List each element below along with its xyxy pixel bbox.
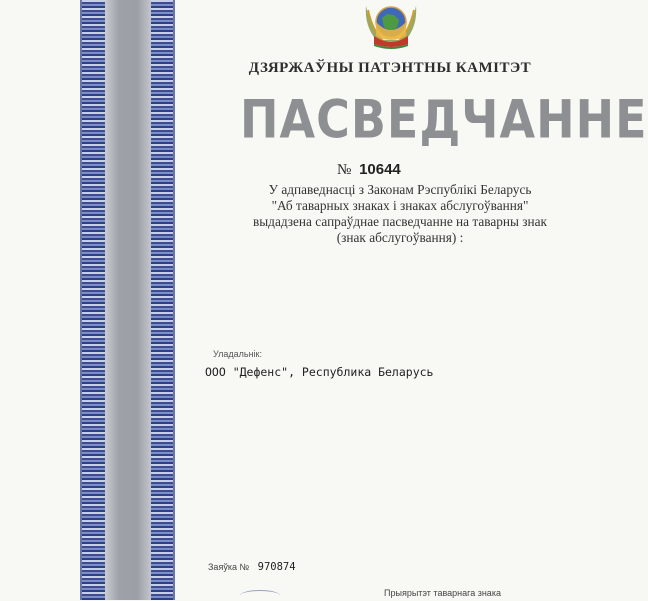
ornamental-border-left — [82, 0, 105, 600]
issuing-authority: ДЗЯРЖАЎНЫ ПАТЭНТНЫ КАМІТЭТ — [248, 60, 532, 76]
state-emblem-icon — [360, 0, 422, 50]
border-edge-right — [173, 0, 175, 600]
certificate-number-value: 10644 — [359, 161, 401, 178]
certificate-number — [337, 161, 401, 179]
owner-value: ООО "Дефенс", Республика Беларусь — [205, 365, 434, 379]
application-number: 970874 — [257, 561, 296, 573]
body-line: выдадзена сапраўднае пасведчанне на таварны знак — [252, 214, 548, 229]
ornamental-border-band — [105, 0, 151, 600]
owner-label: Уладальнік: — [213, 349, 262, 359]
priority-label: Прыярытэт таварнага знака — [384, 588, 501, 598]
certificate-body — [235, 182, 565, 246]
body-line: У адпаведнасці з Законам Рэспублікі Беларусь — [268, 182, 532, 197]
application-label: Заяўка № — [208, 562, 250, 572]
body-line: "Аб таварных знаках і знаках абслугоўвання" — [271, 198, 529, 213]
number-sign: № — [337, 162, 352, 178]
document-title: ПАСВЕДЧАННЕ — [240, 88, 648, 151]
application-line — [208, 561, 296, 573]
ornamental-border-right — [151, 0, 173, 600]
seal-arc — [240, 590, 280, 601]
body-line: (знак абслугоўвання) : — [336, 230, 464, 245]
